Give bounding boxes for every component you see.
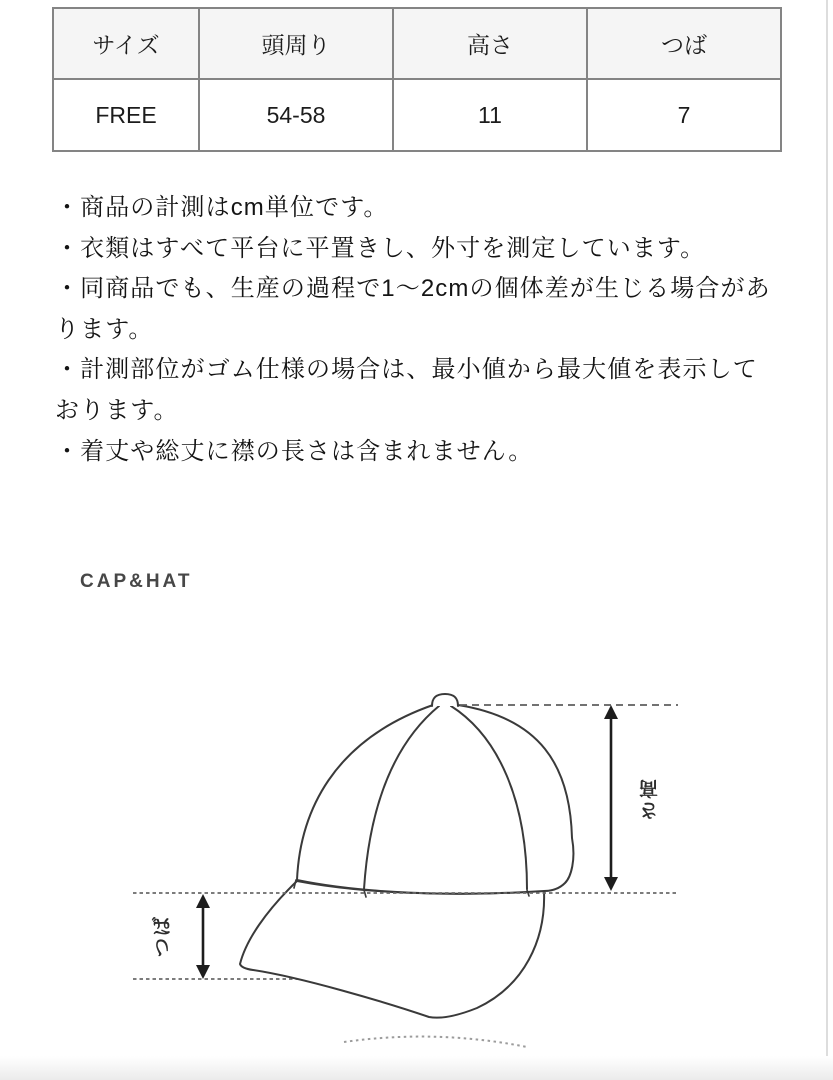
note-line: ・商品の計測はcm単位です。 (55, 194, 389, 221)
size-table (52, 7, 782, 152)
size-table-data-row (53, 79, 781, 151)
note-line: ります。 (55, 315, 154, 343)
brim-measure-arrow (196, 894, 210, 979)
size-table-header-row (53, 8, 781, 79)
note-line: ・衣類はすべて平台に平置きし、外寸を測定しています。 (55, 234, 706, 262)
note-line: ・同商品でも、生産の過程で1〜2cmの個体差が生じる場合があ (55, 275, 771, 303)
brim-label: つば (152, 915, 173, 958)
brim-value: 7 (587, 79, 781, 151)
size-table-header-head-circumference: 頭周り (199, 8, 393, 79)
height-label: 高 さ (639, 776, 659, 820)
size-table-header-brim: つば (587, 8, 781, 79)
note-line: ・着丈や総丈に襟の長さは含まれません。 (55, 437, 534, 465)
head-circumference-value: 54-58 (199, 79, 393, 151)
page-edge-line (826, 0, 828, 1080)
cap-top-button (432, 694, 458, 706)
height-value: 11 (393, 79, 587, 151)
bottom-fade (0, 1056, 833, 1080)
size-table-header-height: 高さ (393, 8, 587, 79)
measurement-notes (55, 188, 771, 472)
ground-shadow-line (344, 1037, 527, 1047)
note-line: ・計測部位がゴム仕様の場合は、最小値から最大値を表示して (55, 356, 758, 384)
section-title-cap-and-hat: CAP&HAT (80, 571, 193, 592)
cap-crown (297, 705, 573, 894)
cap-brim (240, 881, 544, 1018)
cap-diagram (0, 660, 833, 1080)
size-value: FREE (53, 79, 199, 151)
note-line: おります。 (55, 396, 179, 424)
size-table-header-size: サイズ (53, 8, 199, 79)
height-measure-arrow (604, 705, 618, 891)
